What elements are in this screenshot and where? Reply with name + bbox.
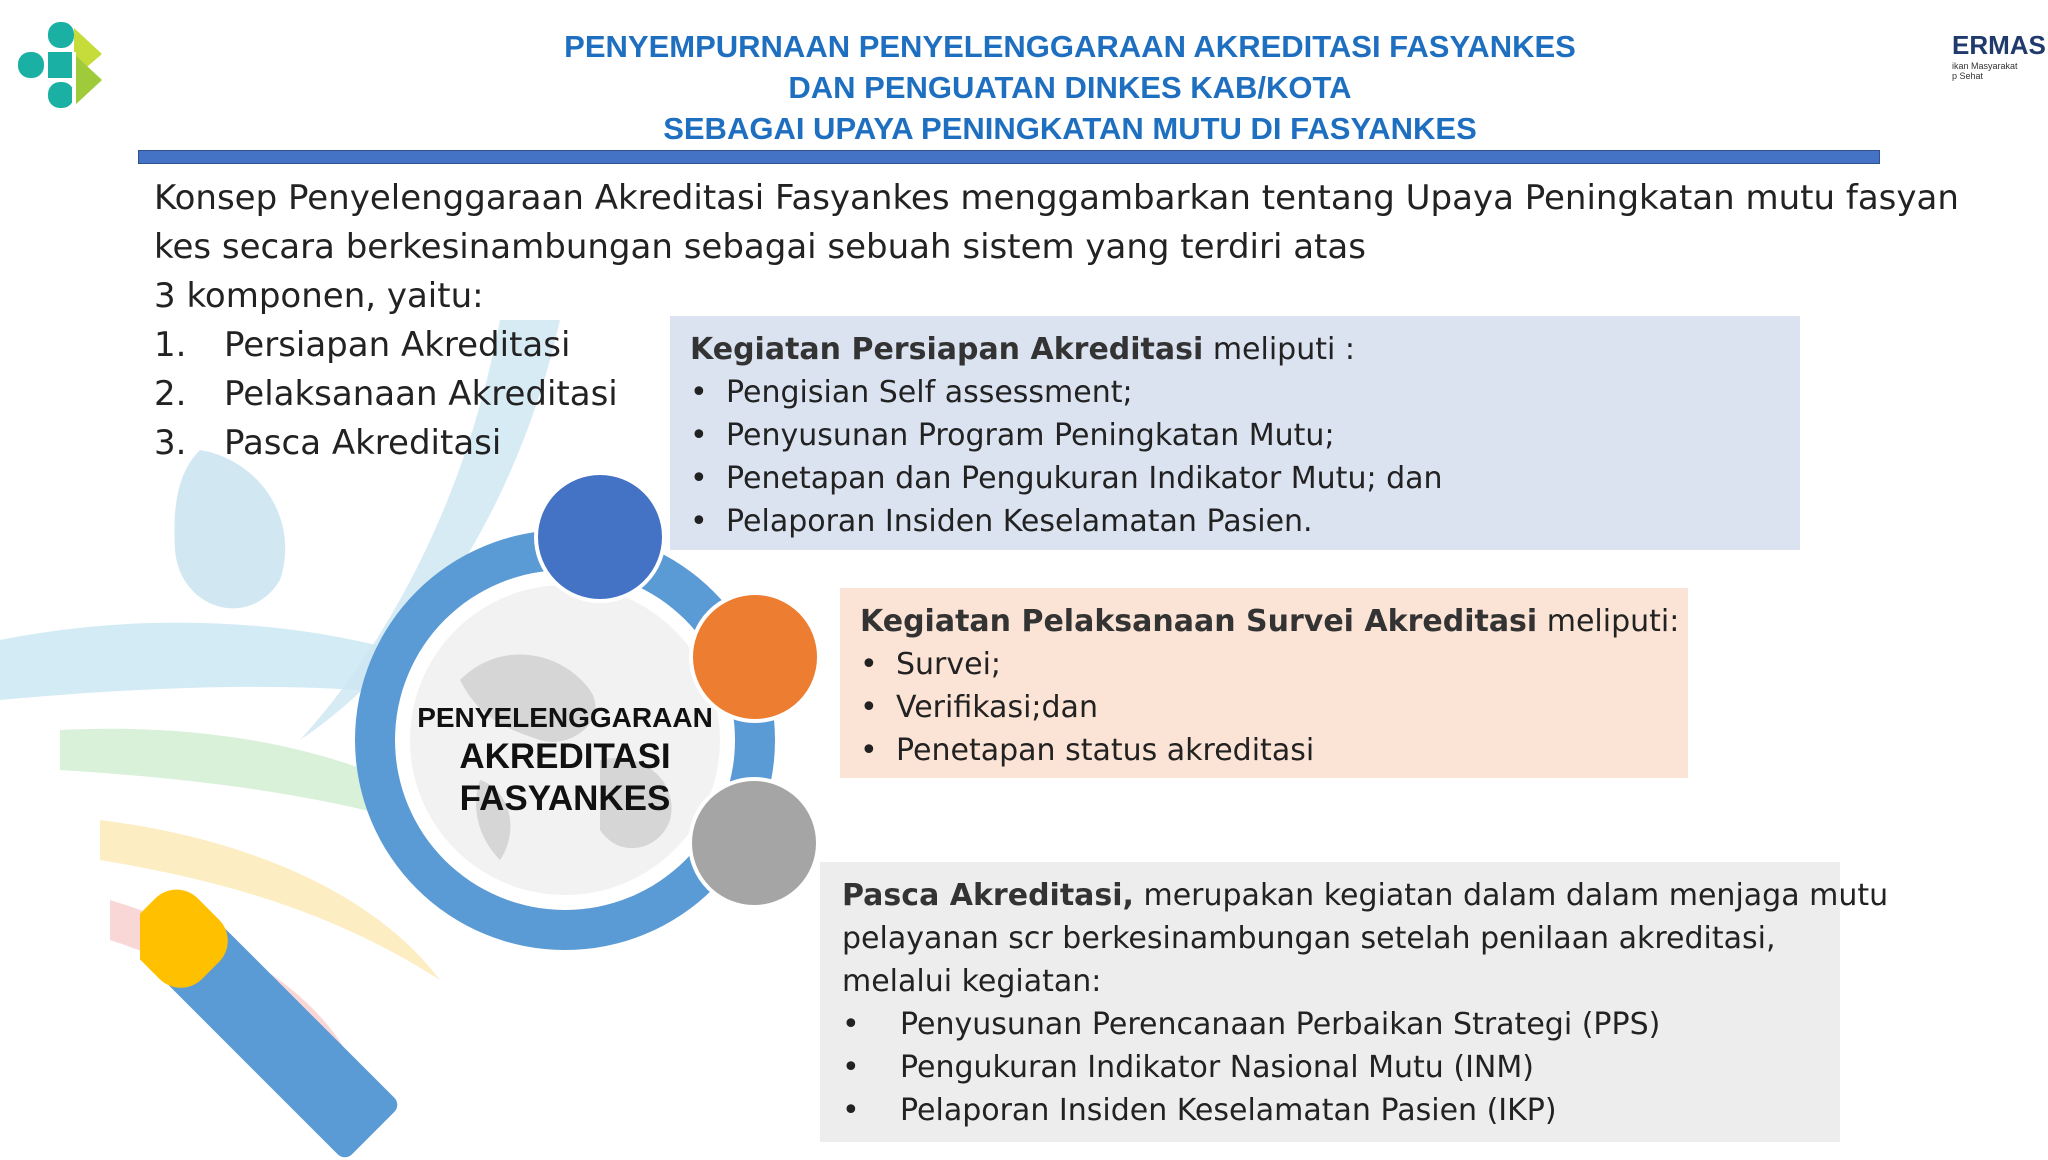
- kemenkes-logo: [14, 18, 110, 114]
- component-number: 1.: [154, 325, 187, 365]
- persiapan-list: [690, 371, 1780, 543]
- bullet-icon: •: [690, 375, 708, 410]
- list-item: [690, 457, 1780, 500]
- partner-logo: [1952, 30, 2046, 81]
- title-line-2: DAN PENGUATAN DINKES KAB/KOTA: [788, 70, 1352, 105]
- persiapan-box: [670, 316, 1800, 550]
- pasca-heading-bold: Pasca Akreditasi,: [842, 878, 1134, 913]
- intro-line-3: 3 komponen, yaitu:: [154, 276, 484, 316]
- persiapan-heading-rest: meliputi :: [1203, 332, 1355, 367]
- component-label: Pasca Akreditasi: [224, 423, 502, 463]
- list-item: [860, 729, 1668, 772]
- list-item: [690, 371, 1780, 414]
- list-item-text: Survei;: [896, 647, 1002, 682]
- bullet-icon: •: [690, 461, 708, 496]
- list-item-text: Pengukuran Indikator Nasional Mutu (INM): [900, 1050, 1534, 1085]
- list-item: [690, 414, 1780, 457]
- component-label: Pelaksanaan Akreditasi: [224, 374, 618, 414]
- bullet-icon: •: [690, 504, 708, 539]
- title-line-1: PENYEMPURNAAN PENYELENGGARAAN AKREDITASI FASYANKES: [564, 29, 1576, 64]
- pelaksanaan-list: [860, 643, 1668, 772]
- bullet-icon: •: [860, 733, 878, 768]
- pasca-box: [820, 862, 1889, 1142]
- pelaksanaan-heading-rest: meliputi:: [1537, 604, 1680, 639]
- list-item: [860, 643, 1668, 686]
- list-item-text: Penyusunan Perencanaan Perbaikan Strategi (PPS): [900, 1007, 1661, 1042]
- list-item: [842, 1089, 1818, 1132]
- bullet-icon: •: [842, 1007, 860, 1042]
- title-line-3: SEBAGAI UPAYA PENINGKATAN MUTU DI FASYANKES: [663, 111, 1477, 146]
- center-label: [380, 700, 750, 820]
- list-item-text: Penetapan dan Pengukuran Indikator Mutu; dan: [726, 461, 1443, 496]
- persiapan-heading: [690, 328, 1780, 371]
- persiapan-heading-bold: Kegiatan Persiapan Akreditasi: [690, 332, 1204, 367]
- persiapan-circle: [536, 473, 664, 601]
- pelaksanaan-heading-bold: Kegiatan Pelaksanaan Survei Akreditasi: [860, 604, 1538, 639]
- partner-logo-text: ERMAS: [1952, 30, 2046, 60]
- list-item: [690, 500, 1780, 543]
- list-item: [842, 1046, 1818, 1089]
- pelaksanaan-box: [840, 588, 1688, 778]
- pasca-line-1: pelayanan scr berkesinambungan setelah penilaan akreditasi,: [842, 921, 1776, 956]
- center-label-line-3: FASYANKES: [459, 779, 671, 818]
- list-item-text: Penetapan status akreditasi: [896, 733, 1315, 768]
- partner-logo-subtext-2: p Sehat: [1952, 71, 1984, 81]
- pasca-line-2: melalui kegiatan:: [842, 964, 1102, 999]
- intro-line-1: Konsep Penyelenggaraan Akreditasi Fasyankes menggambarkan tentang Upaya Peningkatan mutu fasyan: [154, 178, 1959, 218]
- center-label-line-2: AKREDITASI: [459, 737, 671, 776]
- slide-title: [380, 26, 1760, 149]
- pasca-heading-rest: merupakan kegiatan dalam dalam menjaga mutu: [1133, 878, 1889, 913]
- component-number: 2.: [154, 374, 187, 414]
- bullet-icon: •: [860, 690, 878, 725]
- partner-logo-subtext-1: ikan Masyarakat: [1952, 61, 2018, 71]
- list-item-text: Pelaporan Insiden Keselamatan Pasien.: [726, 504, 1313, 539]
- bullet-icon: •: [842, 1093, 860, 1128]
- list-item-text: Pelaporan Insiden Keselamatan Pasien (IKP): [900, 1093, 1557, 1128]
- component-label: Persiapan Akreditasi: [224, 325, 571, 365]
- pelaksanaan-heading: [860, 600, 1680, 643]
- center-label-line-1: PENYELENGGARAAN: [417, 702, 713, 733]
- title-divider: [138, 150, 1880, 164]
- list-item: [842, 1003, 1818, 1046]
- bullet-icon: •: [860, 647, 878, 682]
- bullet-icon: •: [690, 418, 708, 453]
- list-item-text: Verifikasi;dan: [896, 690, 1098, 725]
- list-item-text: Pengisian Self assessment;: [726, 375, 1133, 410]
- bullet-icon: •: [842, 1050, 860, 1085]
- pasca-list: [842, 1003, 1818, 1132]
- intro-line-2: kes secara berkesinambungan sebagai sebuah sistem yang terdiri atas: [154, 227, 1366, 267]
- list-item: [860, 686, 1668, 729]
- pasca-heading: [842, 874, 1889, 917]
- list-item-text: Penyusunan Program Peningkatan Mutu;: [726, 418, 1335, 453]
- component-number: 3.: [154, 423, 187, 463]
